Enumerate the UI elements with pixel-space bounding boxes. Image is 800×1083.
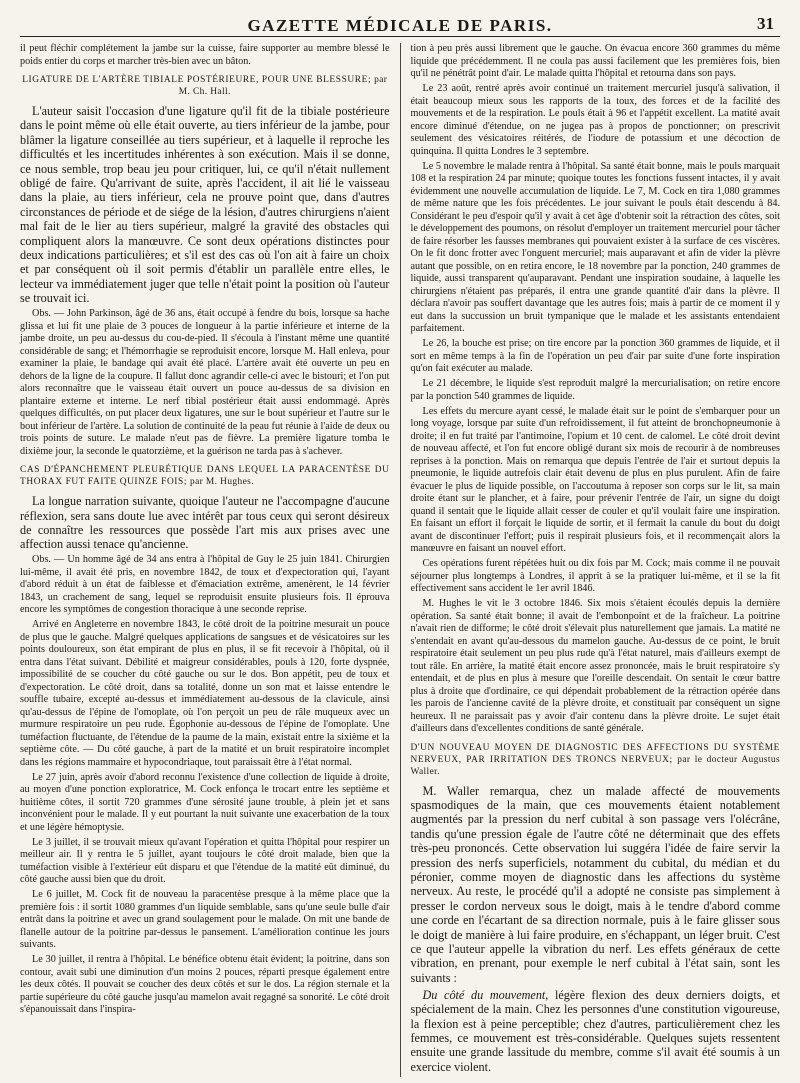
paragraph: Le 5 novembre le malade rentra à l'hôpital. Sa santé était bonne, mais le pouls marquait 108 et la respiration 24 par minute; quoique toutes les fonctions fussent intactes, il y avait évidemment une nouvelle accumulation de liquide. Le 7, M. Cock en tira 1,080 grammes de même nature que les fois précédentes. Le jour suivant le pouls était descendu à 84. Considérant le peu d'espoir qu'il y avait à cet âge d'obtenir soit la rétraction des côtes, soit le développement des poumons, on résolut d'employer un traitement mercuriel pour tâcher de faire résorber les fausses membranes qui pouvaient exister à la surface de ces viscères. On le fit donc frotter avec l'onguent mercuriel; mais auparavant et afin de vider la plèvre autant que possible, on en retira encore, le 18 novembre par la ponction, 240 grammes de liquide, aussi transparent qu'auparavant. Pendant une inspiration soudaine, à laquelle les chirurgiens n'étaient pas préparés, il entra une grande quantité d'air dans la plèvre. Il déclara n'avoir pas souffert davantage que les autres fois; mais à partir de ce moment il y eut dans la succussion un bruit tympanique que le malade et les assistants entendaient parfaitement. [410,160,780,334]
section-author: par M. Ch. Hall. [178,75,388,97]
left-column [20,43,401,1077]
paragraph: Le 6 juillet, M. Cock fit de nouveau la paracentèse presque à la même place que la première fois : il sortit 1080 grammes d'un liquide semblable, sans qu'une seule bulle d'air entrât dans la poitrine et avec un grand soulagement pour le malade. On mit une bande de flanelle autour de la poitrine par-dessus le pansement. L'amélioration continue les jours suivants. [20,889,390,951]
paragraph: Les effets du mercure ayant cessé, le malade était sur le point de s'embarquer pour un long voyage, lorsque par suite d'un refroidissement, il fut atteint de bronchopneumonie à droite; il en fut traité par l'antimoine, l'opium et 10 cent. de calomel. Le côté droit devint de nouveau affecté, et l'on fut encore obligé durant six mois de recourir à de nombreuses reprises à la ponction. Mais on remarqua que depuis l'entrée de l'air et surtout depuis la pneumonie, le liquide autrefois clair était devenu de plus en plus purulent. Afin de faire évacuer le plus de liquide possible, on l'accoutuma à reposer son corps sur le lit, sa main droite étant sur le plancher, et à faire, pour prévenir l'entrée de l'air, un signe du doigt quand il sentait que le liquide allait cesser de couler et qu'il voulait faire une inspiration. En faisant un effort il forçait le liquide de sortir, et il fermait la canule du bout du doigt avant de discontinuer l'effort; puis il respirait plusieurs fois, et il recommençait alors la manœuvre en faisant un nouvel effort. [410,405,780,554]
paragraph: Le 26, la bouche est prise; on tire encore par la ponction 360 grammes de liquide, et il sort en même temps à la fin de l'opération un peu d'air par suite d'une forte inspiration qu'on fait exécuter au malade. [410,338,780,374]
paragraph: Le 27 juin, après avoir d'abord reconnu l'existence d'une collection de liquide à droite, au moyen d'une ponction exploratrice, M. Cock enfonça le trocart entre les septième et huitième côtes, il sortit 720 grammes d'une sérosité jaune trouble, à plein jet et sans inconvénient pour le malade. Il y eut pourtant la nuit suivante une exacerbation de la toux et une légère hémoptysie. [20,771,390,833]
page-header [20,10,780,37]
emphasis: Du côté du mouvement, [422,987,549,1002]
paragraph: La longue narration suivante, quoique l'auteur ne l'accompagne d'aucune réflexion, sera sans doute lue avec intérêt par tous ceux qui seront désireux de connaître les ressources que possède l'art mis aux prises avec une affection aussi tenace qu'ancienne. [20,494,390,552]
section-title: D'UN NOUVEAU MOYEN DE DIAGNOSTIC DES AFFECTIONS DU SYSTÈME NERVEUX, PAR IRRITATION DES TRONCS NERVEUX; [410,742,780,765]
paragraph: M. Waller remarqua, chez un malade affecté de mouvements spasmodiques de la main, que ces mouvements étaient notablement augmentés par la pression du nerf cubital à son passage vers l'olécrâne, tandis qu'une pression égale de l'autre côté ne déterminait que des effets très-peu prononcés. Cette observation lui suggéra l'idée de faire servir la pression des nerfs superficiels, notamment du cubital, du médian et du péronier, comme moyen de diagnostic dans les affections du système nerveux. Au reste, le procédé qu'il a adopté ne consiste pas simplement à presser le cordon nerveux sous le doigt, mais à le tendre d'abord comme une corde en l'écartant de sa direction normale, puis à le faire glisser sous le doigt de manière à lui faire produire, en s'échappant, un léger bruit. C'est ce que l'auteur appelle la vibration du nerf. Les effets généraux de cette vibration, en prenant, pour exemple le nerf cubital à l'état sain, sont les suivants : [410,783,780,985]
section-title: LIGATURE DE L'ARTÈRE TIBIALE POSTÉRIEURE, POUR UNE BLESSURE; [22,75,372,85]
page-number: 31 [757,14,774,33]
section-heading [20,464,390,488]
paragraph: il peut fléchir complétement la jambe sur la cuisse, faire supporter au membre blessé le poids entier du corps et marcher très-bien avec un bâton. [20,43,390,67]
paragraph: Le 21 décembre, le liquide s'est reproduit malgré la mercurialisation; on retire encore par la ponction 540 grammes de liquide. [410,378,780,402]
paragraph: Obs. — John Parkinson, âgé de 36 ans, était occupé à fendre du bois, lorsque sa hache glissa et lui fit une plaie de 3 pouces de longueur à la partie inférieure et interne de la jambe droite, un peu au-dessus du cou-de-pied. Il s'écoula à l'instant même une quantité considérable de sang; et l'hémorrhagie se reproduisit encore, lorsque M. Hall enleva, pour examiner la plaie, le bandage qui avait été placé. L'artère avait été ouverte un peu en dehors de la ligne de la coupure. Il fallut donc agrandir celle-ci avec le bistouri; et l'on put alors reconnaître que le vaisseau était ouvert un pouce au-dessus de sa division en plantaire externe et interne. Le nerf tibial postérieur était aussi endommagé. Après quelques difficultés, on put placer deux ligatures, une sur le bout supérieur et l'autre sur le bout inférieur de l'artère. La solution de continuité de la peau fut réunie à l'aide de deux ou trois points de suture. Le malade n'eut pas de fièvre. La première ligature tomba le dixième jour, la seconde le quatorzième, et la guérison ne tarda pas à s'achever. [20,308,390,457]
section-author: par M. Hughes. [190,477,254,488]
text-columns [20,43,780,1077]
paragraph: Le 3 juillet, il se trouvait mieux qu'avant l'opération et quitta l'hôpital pour respirer un meilleur air. Il y rentra le 5 juillet, ayant toujours le côté droit malade, bien que la tuméfaction visible à l'extérieur eût disparu et que l'étendue de la matité eût diminué, du côté gauche aussi bien que du droit. [20,836,390,886]
paragraph: Ces opérations furent répétées huit ou dix fois par M. Cock; mais comme il ne pouvait séjourner plus longtemps à Londres, il apprit à se la pratiquer lui-même, et il se la fit effectivement sans accident le 1er avril 1846. [410,558,780,594]
paragraph [411,988,781,1074]
section-heading [411,742,781,778]
section-heading [20,74,390,98]
paragraph: Arrivé en Angleterre en novembre 1843, le côté droit de la poitrine mesurait un pouce de plus que le gauche. Malgré quelques applications de sangsues et de vésicatoires sur les points douloureux, son état empirant de plus en plus, il se fit recevoir à l'hôpital, où il entra dans l'état suivant. Débilité et maigreur considérables, pouls à 120, forte dyspnée, impossibilité de se coucher du côté gauche ou sur le dos. Bon appétit, peu de toux et d'expectoration. Le côté droit, dans sa totalité, donne un son mat et laisse entendre le souffle tubaire, excepté au-dessus et immédiatement au-dessous de la clavicule, ainsi qu'au-dessus de l'épine de l'omoplate, où l'on perçoit un peu de râle muqueux avec un murmure respiratoire un peu rude. Égophonie au-dessous de l'épine de l'omoplate. Une tuméfaction fluctuante, de l'étendue de la paume de la main, existait entre la sixième et la septième côte. — Du côté gauche, à part de la matité et un bruit respiratoire incomplet dans les régions mammaire et hypocondriaque, tout paraissait être à l'état normal. [20,619,390,768]
paragraph: tion à peu près aussi librement que le gauche. On évacua encore 360 grammes du même liquide que précédemment. Il ne coula pas aussi facilement que les premières fois, bien qu'il ne pénétrât point d'air. Le malade quitta l'hôpital et retourna dans son pays. [410,43,780,79]
journal-title: GAZETTE MÉDICALE DE PARIS. [247,16,553,35]
right-column [401,43,781,1077]
paragraph: Obs. — Un homme âgé de 34 ans entra à l'hôpital de Guy le 25 juin 1841. Chirurgien lui-même, il avait été pris, en novembre 1842, de toux et d'expectoration qui, l'ayant d'abord réduit à un état de faiblesse et d'émaciation extrême, amenèrent, le 14 février 1843, un crachement de sang, lequel se reproduisit ensuite plusieurs fois. Il éprouva encore les symptômes de congestion thoracique à une seconde reprise. [20,554,390,616]
section-author: par le docteur Augustus Waller. [410,754,780,777]
paragraph-text: légère flexion des deux derniers doigts, et spécialement de la main. Chez les personnes d'une constitution vigoureuse, la flexion est à peine perceptible; chez d'autres, particulièrement chez les femmes, ce mouvement est très-considérable. Quelques sujets ressentent ensuite une grande lassitude du membre, comme s'il avait été soumis à un exercice violent. [410,987,780,1074]
paragraph: Le 30 juillet, il rentra à l'hôpital. Le bénéfice obtenu était évident; la poitrine, dans son contour, avait subi une diminution d'un moins 2 pouces, réparti presque également entre les deux côtés. Il pouvait se coucher des deux côtés et sur le dos. La région sternale et la partie supérieure du côté gauche jusqu'au mamelon avait regagné sa sonorité. Le côté droit s'épanouissait dans l'inspira- [20,954,390,1016]
paragraph: M. Hughes le vit le 3 octobre 1846. Six mois s'étaient écoulés depuis la dernière opération. Sa santé était bonne; il avait de l'embonpoint et de la fraîcheur. La poitrine n'avait rien de difforme; le côté droit s'élevait plus naturellement que jamais. La matité ne s'entendait en avant qu'au-dessous du mamelon gauche. Au-dessus de ce point, le bruit respiratoire était seulement un peu plus rude qu'à l'état naturel, mais d'ailleurs exempt de tout râle. En arrière, la matité était encore assez prononcée, mais le bruit respiratoire s'y entendait, et de plus en plus à mesure que l'oreille descendait. On sentait le cœur battre plus à droite que d'ordinaire, ce qui dépendait probablement de la rétraction opérée dans les parois de l'ancienne cavité de la plèvre droite, et constituait par conséquent un signe heureux. Il ne paraissait pas y avoir d'air contenu dans la plèvre droite. Le sujet était d'ailleurs dans d'excellentes conditions de santé générale. [410,598,780,734]
paragraph: Le 23 août, rentré après avoir continué un traitement mercuriel jusqu'à salivation, il était beaucoup mieux sous les rapports de la toux, des forces et de la facilité des mouvements et de la respiration. Le pouls était à 96 et l'appétit excellent. La matité avait encore diminué d'étendue, on ne jugea pas à propos de ponctionner; on prescrivit seulement des vésicatoires réitérés, de l'iodure de potassium et une décoction de quinquina. Il quitta Londres le 3 septembre. [410,83,780,157]
section-title: CAS D'ÉPANCHEMENT PLEURÉTIQUE DANS LEQUEL LA PARACENTÈSE DU THORAX FUT FAITE QUINZE FOIS; [20,465,390,488]
paragraph: L'auteur saisit l'occasion d'une ligature qu'il fit de la tibiale postérieure dans le point même où elle était ouverte, au tiers inférieur de la jambe, pour blâmer la ligature conseillée au tiers supérieur, et à laquelle il reproche les difficultés et les incertitudes inhérentes à son exécution. Mais il se donne, ce nous semble, trop beau jeu pour critiquer, lui, ce qu'il n'était nullement obligé de faire. Qu'arrivant de suite, après l'accident, il ait lié le vaisseau dans la plaie, au tiers inférieur, cela ne prouve point que, dans d'autres circonstances de période et de siége de la lésion, d'autres chirurgiens n'aient mal fait de le lier au tiers supérieur, malgré la gravité des obstacles qui compliquent alors la manœuvre. Ce sont deux opérations distinctes pour deux indications particulières; et s'il est des cas où l'on ait à faire un choix et par conséquent où il soit permis d'établir un parallèle entre elles, le lecteur va immédiatement juger que telle n'était point la position où l'auteur se trouvait ici. [20,104,390,306]
